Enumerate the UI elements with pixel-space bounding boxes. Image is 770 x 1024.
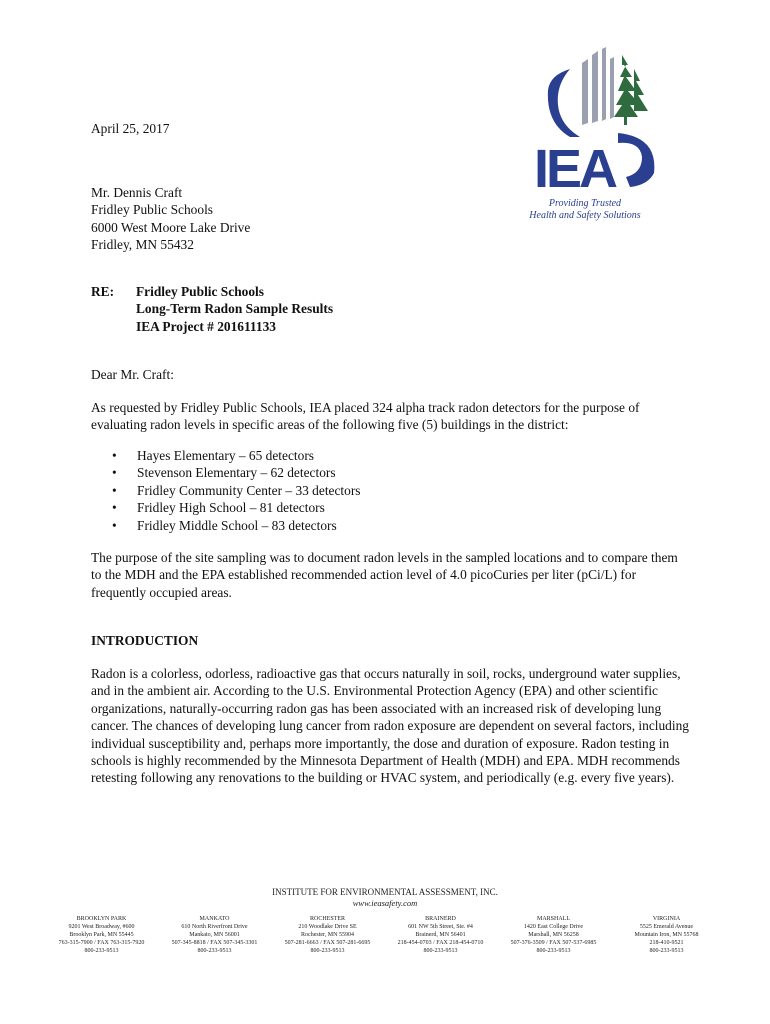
office-virginia (610, 915, 723, 955)
office-line: 601 NW 5th Street, Ste. #4 (408, 924, 473, 930)
paragraph-request: As requested by Fridley Public Schools, IEA placed 324 alpha track radon detectors for the purpose of evaluating radon levels in specific areas of the following five (5) buildings in the district: (91, 400, 640, 433)
office-line: 507-345-8818 / FAX 507-345-3301 (171, 940, 258, 946)
office-line: 218-410-9521 (649, 940, 684, 946)
office-line: 763-315-7900 / FAX 763-315-7920 (58, 940, 145, 946)
office-line: 800-233-9513 (310, 948, 345, 954)
tagline-line-1: Providing Trusted (548, 198, 622, 209)
tagline-line-2: Health and Safety Solutions (529, 210, 641, 221)
office-line: 800-233-9513 (84, 948, 119, 954)
office-line: 800-233-9513 (197, 948, 232, 954)
office-name: VIRGINIA (652, 916, 681, 922)
office-line: Mountain Iron, MN 55768 (634, 932, 699, 938)
re-subject (136, 283, 333, 335)
office-mankato (158, 915, 271, 955)
iea-logo-text: IEA (534, 139, 616, 195)
circle-graphic (618, 133, 654, 187)
iea-logo (530, 45, 660, 195)
office-line: 1420 East College Drive (523, 924, 584, 930)
office-line: Brooklyn Park, MN 55445 (69, 932, 134, 938)
re-line-3: IEA Project # 201611133 (136, 318, 276, 334)
office-line: 800-233-9513 (649, 948, 684, 954)
list-item: • Fridley Community Center – 33 detectors (112, 482, 361, 499)
office-rochester (271, 915, 384, 955)
office-line: Brainerd, MN 56401 (415, 932, 466, 938)
introduction-heading: INTRODUCTION (91, 633, 199, 648)
building-graphic (582, 47, 614, 125)
office-line: 507-376-3509 / FAX 507-537-6985 (510, 940, 597, 946)
recipient-name: Mr. Dennis Craft (91, 185, 183, 200)
office-line: Mankato, MN 56001 (189, 932, 240, 938)
office-line: 800-233-9513 (536, 948, 571, 954)
swoosh-graphic (548, 69, 580, 137)
recipient-city: Fridley, MN 55432 (91, 237, 194, 253)
paragraph-purpose: The purpose of the site sampling was to document radon levels in the sampled locations and to compare them to the MDH and the EPA established recommended action level of 4.0 picoCuries per liter (pCi/L) for frequently occupied areas. (91, 550, 678, 600)
list-item: • Fridley High School – 81 detectors (112, 499, 361, 516)
building-list (112, 447, 361, 534)
office-name: MARSHALL (536, 916, 570, 922)
office-name: MANKATO (199, 916, 230, 922)
office-marshall (497, 915, 610, 955)
salutation: Dear Mr. Craft: (91, 367, 174, 382)
office-name: BRAINERD (425, 916, 456, 922)
footer-organization: INSTITUTE FOR ENVIRONMENTAL ASSESSMENT, INC. (272, 887, 498, 897)
logo-tagline (520, 198, 650, 222)
office-line: 218-454-0703 / FAX 218-454-0710 (397, 940, 484, 946)
re-line-1: Fridley Public Schools (136, 284, 264, 299)
list-item: • Fridley Middle School – 83 detectors (112, 517, 361, 534)
office-line: 610 North Riverfront Drive (181, 924, 248, 930)
office-line: 800-233-9513 (423, 948, 458, 954)
office-brainerd (384, 915, 497, 955)
recipient-organization: Fridley Public Schools (91, 202, 214, 218)
list-item: • Hayes Elementary – 65 detectors (112, 447, 361, 464)
office-line: Rochester, MN 55904 (301, 932, 354, 938)
office-name: ROCHESTER (309, 916, 345, 922)
office-brooklyn-park (45, 915, 158, 955)
tree-graphic (614, 55, 648, 125)
paragraph-introduction: Radon is a colorless, odorless, radioactive gas that occurs naturally in soil, rocks, underground water supplies, and in the ambient air. According to the U.S. Environmental Protection Agency (EPA) and other scientific organizations, naturally-occurring radon gas has been associated with an increased risk of developing lung cancer. The chances of developing lung cancer from radon exposure are dependent on several factors, including individual susceptibility and, perhaps more importantly, the dose and duration of exposure. Radon testing in schools is highly recommended by the Minnesota Department of Health (MDH) and EPA. MDH recommends retesting following any renovations to the building or HVAC system, and periodically (e.g. every five years). (91, 666, 689, 786)
re-label: RE: (91, 284, 115, 299)
office-line: 507-281-6663 / FAX 507-281-6695 (284, 940, 371, 946)
office-line: 5525 Emerald Avenue (639, 924, 694, 930)
re-line-2: Long-Term Radon Sample Results (136, 301, 334, 317)
office-line: Marshall, MN 56258 (528, 932, 579, 938)
office-name: BROOKLYN PARK (76, 916, 127, 922)
footer-website[interactable]: www.ieasafety.com (352, 898, 418, 908)
office-list (45, 915, 745, 955)
recipient-street: 6000 West Moore Lake Drive (91, 219, 251, 235)
recipient-address (91, 184, 250, 254)
office-line: 210 Woodlake Drive SE (298, 924, 357, 930)
letter-date: April 25, 2017 (91, 121, 170, 136)
office-line: 9201 West Broadway, #600 (68, 924, 135, 930)
list-item: • Stevenson Elementary – 62 detectors (112, 464, 361, 481)
